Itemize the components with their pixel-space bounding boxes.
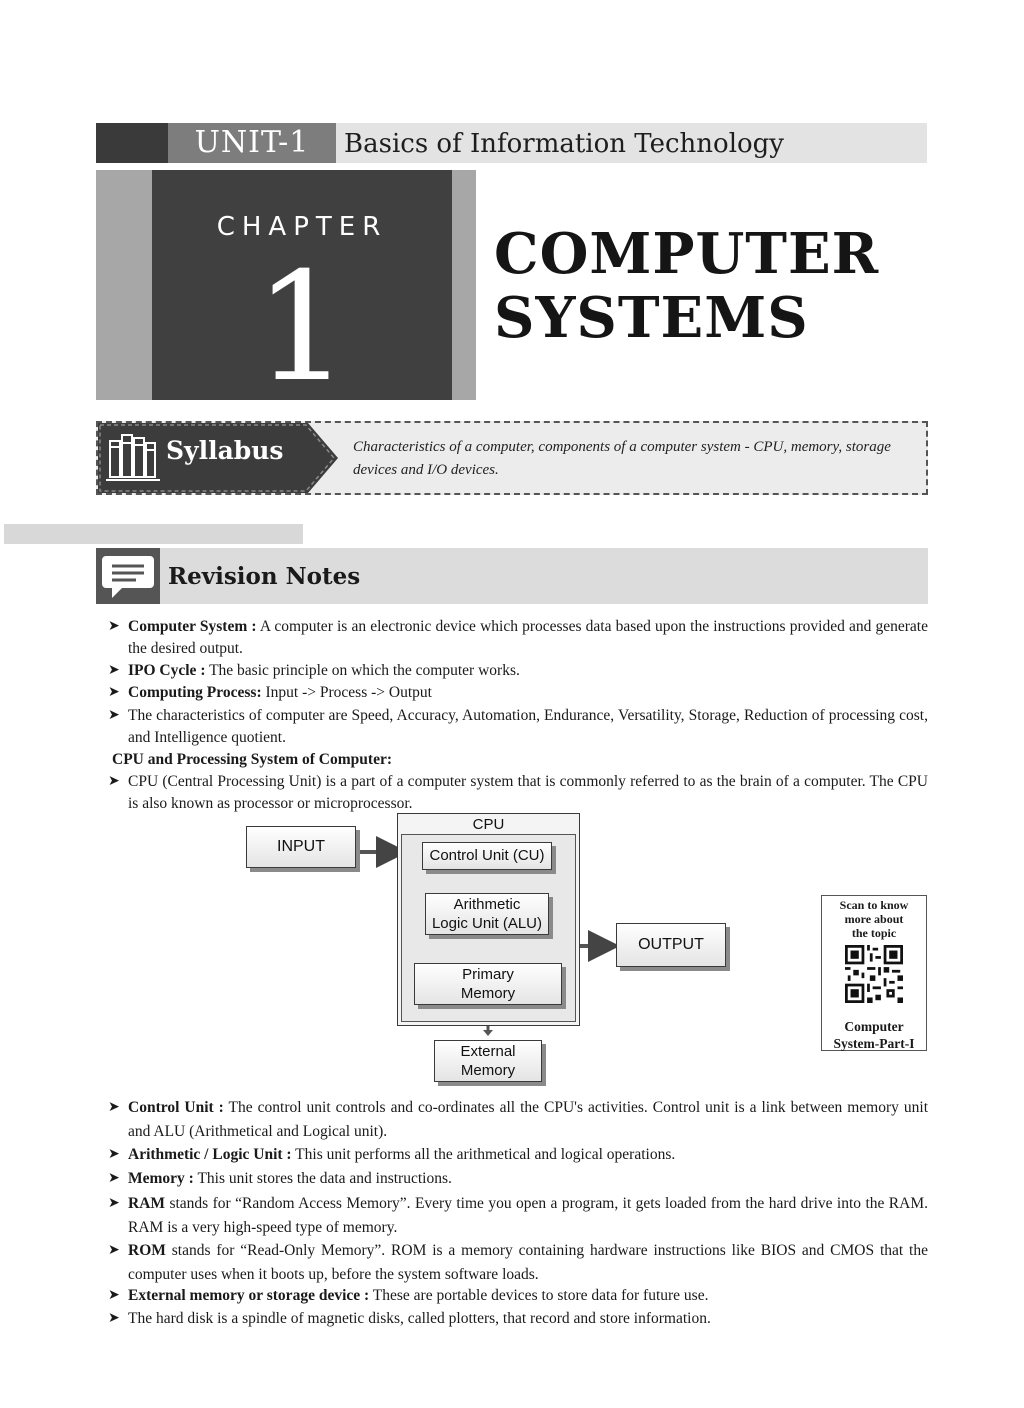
note-text: The control unit controls and co-ordinates all the CPU's activities. Control unit is a link between memory unit and ALU (Arithmetical and Logical unit). [128,1099,929,1140]
note-text: These are portable devices to store data for future use. [369,1287,709,1304]
unit-banner-accent [96,123,168,163]
list-item [108,705,928,749]
bullet-arrow-icon: ➤ [108,1311,120,1326]
note-text: This unit performs all the arithmetical and logical operations. [291,1146,676,1163]
bullet-arrow-icon: ➤ [108,1100,120,1115]
chapter-word: CHAPTER [216,212,388,242]
note-term: ROM [128,1242,166,1259]
external-memory-line1: External [460,1043,516,1060]
syllabus-text: Characteristics of a computer, components of a computer system - CPU, memory, storage devices and I/O devices. [353,439,891,478]
list-item [108,1308,928,1330]
list-item [108,1192,928,1239]
note-text: This unit stores the data and instructions. [193,1170,452,1187]
note-term: Computer System : [128,618,257,635]
unit-label: UNIT-1 [168,123,336,163]
primary-memory-box [414,963,562,1005]
output-label: OUTPUT [638,936,704,953]
note-text: stands for “Read-Only Memory”. ROM is a memory containing hardware instructions like BIOS and CMOS that the computer uses when it boots up, before the system software loads. [128,1242,928,1283]
note-term: RAM [128,1195,166,1212]
bullet-arrow-icon: ➤ [108,685,120,700]
unit-title: Basics of Information Technology [344,129,784,159]
note-term: Arithmetic / Logic Unit : [128,1146,292,1163]
alu-label-line1: Arithmetic [453,896,521,913]
note-text: The characteristics of computer are Speed, Accuracy, Automation, Endurance, Versatility, Storage, Reduction of processing cost, and Intelligence quotient. [128,707,928,746]
note-text: The basic principle on which the computer works. [205,662,520,679]
list-item [108,1239,928,1286]
chapter-title [494,222,879,350]
cpu-label: CPU [472,816,505,833]
list-item [108,1168,928,1190]
list-item [108,682,928,704]
control-unit-label: Control Unit (CU) [429,847,545,864]
alu-label-line2: Logic Unit (ALU) [431,915,543,932]
qr-caption [821,898,927,940]
note-term: External memory or storage device : [128,1287,370,1304]
primary-memory-line1: Primary [462,966,514,983]
note-term: Control Unit : [128,1099,224,1116]
bullet-arrow-icon: ➤ [108,1243,120,1258]
notes-icon [96,548,160,604]
note-term: IPO Cycle : [128,662,206,679]
bullet-arrow-icon: ➤ [108,1147,120,1162]
bullet-arrow-icon: ➤ [108,619,120,634]
chapter-title-line2: SYSTEMS [494,285,809,351]
note-term: Computing Process: [128,684,262,701]
qr-code-icon[interactable] [845,945,903,1003]
divider-strip [4,524,303,544]
qr-caption-line3: the topic [851,926,897,940]
bullet-arrow-icon: ➤ [108,774,120,789]
bullet-arrow-icon: ➤ [108,1288,120,1303]
note-text: Input -> Process -> Output [261,684,432,701]
list-item [108,616,928,660]
list-item [108,771,928,815]
bullet-arrow-icon: ➤ [108,1196,120,1211]
bullet-arrow-icon: ➤ [108,708,120,723]
list-item [108,660,928,682]
list-item [108,1144,928,1166]
syllabus-label: Syllabus [166,436,284,465]
qr-topic-line2: System-Part-I [833,1036,915,1051]
qr-caption-line2: more about [844,912,904,926]
chapter-number: 1 [254,241,350,415]
qr-caption-line1: Scan to know [839,898,909,912]
note-text: CPU (Central Processing Unit) is a part of a computer system that is commonly referred to as the brain of a computer. The CPU is also known as processor or microprocessor. [128,773,928,812]
chapter-title-line1: COMPUTER [494,221,880,287]
input-label: INPUT [277,838,325,855]
external-memory-box [434,1040,542,1082]
input-box [246,826,356,868]
primary-memory-line2: Memory [460,985,516,1002]
note-text: The hard disk is a spindle of magnetic disks, called plotters, that record and store information. [128,1310,711,1327]
qr-topic-line1: Computer [844,1019,904,1034]
revision-notes-title: Revision Notes [168,563,361,590]
note-text: A computer is an electronic device which processes data based upon the instructions provided and generate the desired output. [128,618,928,657]
qr-topic [821,1018,927,1052]
revision-icon-box [96,548,160,604]
external-memory-line2: Memory [460,1062,516,1079]
bullet-arrow-icon: ➤ [108,1171,120,1186]
note-term: Memory : [128,1170,194,1187]
list-item [108,1285,928,1307]
list-item [108,1096,928,1143]
note-text: stands for “Random Access Memory”. Every time you open a program, it gets loaded from the hard drive into the RAM. RAM is a very high-speed type of memory. [128,1195,928,1236]
output-box [616,923,726,967]
section-heading: CPU and Processing System of Computer: [112,751,392,768]
bullet-arrow-icon: ➤ [108,663,120,678]
control-unit-box [422,842,552,870]
alu-box [425,893,549,935]
